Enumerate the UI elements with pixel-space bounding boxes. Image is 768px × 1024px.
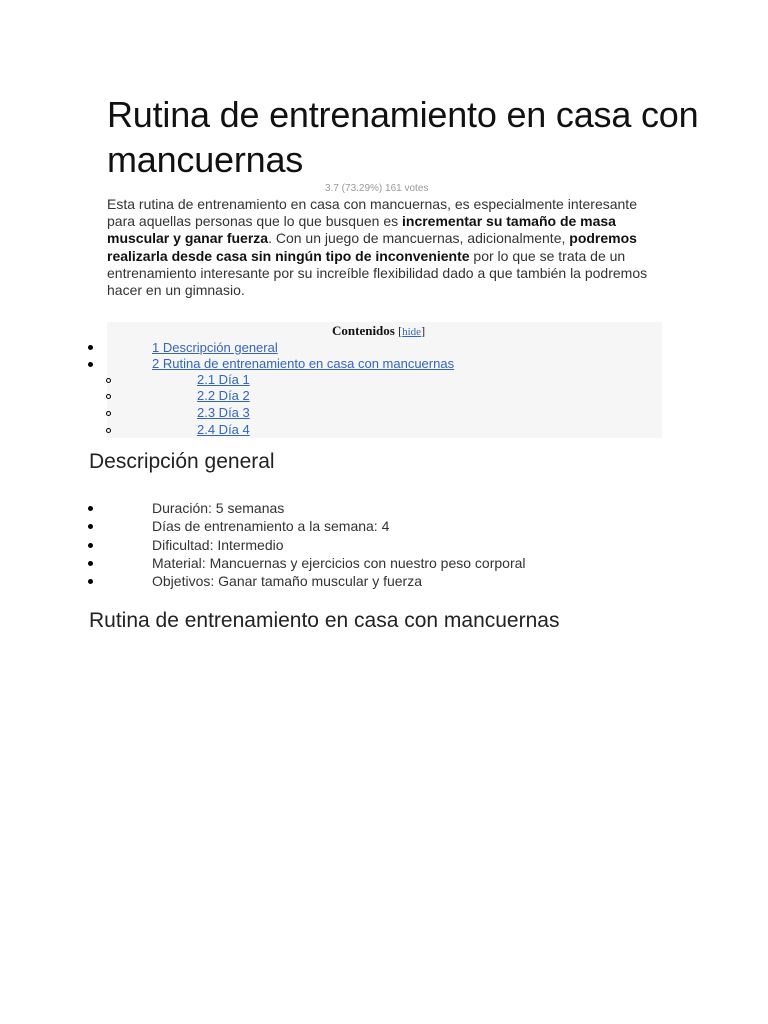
list-bullet-sub <box>106 428 111 433</box>
intro-bold-2: podremos realizarla desde casa sin ningún tipo de inconveniente <box>107 230 637 264</box>
list-bullet-sub <box>106 411 111 416</box>
list-bullet-sub <box>106 378 111 383</box>
toc-item <box>197 404 250 421</box>
page-title: Rutina de entrenamiento en casa con mancuernas <box>107 94 699 180</box>
list-bullet <box>88 524 93 529</box>
toc-link-dia-4[interactable]: 2.4 Día 4 <box>197 422 250 437</box>
toc-link-dia-1[interactable]: 2.1 Día 1 <box>197 372 250 387</box>
toc-item <box>197 371 250 388</box>
list-bullet <box>88 506 93 511</box>
toc-item <box>152 355 454 372</box>
toc-hide-link[interactable]: hide <box>402 326 422 338</box>
intro-bold-1: incrementar su tamaño de masa muscular y ganar fuerza <box>107 213 616 247</box>
toc-link-dia-3[interactable]: 2.3 Día 3 <box>197 405 250 420</box>
toc-item <box>197 421 250 438</box>
toc-bracket-close: ] <box>421 324 426 338</box>
toc-title: Contenidos <box>332 323 395 338</box>
list-bullet <box>88 561 93 566</box>
list-bullet <box>88 543 93 548</box>
detail-difficulty: Dificultad: Intermedio <box>152 537 284 553</box>
list-bullet <box>88 362 93 367</box>
detail-objectives: Objetivos: Ganar tamaño muscular y fuerza <box>152 573 423 589</box>
toc-item <box>152 339 278 356</box>
toc-link-descripcion[interactable]: 1 Descripción general <box>152 340 278 355</box>
detail-duration: Duración: 5 semanas <box>152 500 285 516</box>
toc-link-dia-2[interactable]: 2.2 Día 2 <box>197 388 250 403</box>
rating-votes: 3.7 (73.29%) 161 votes <box>325 183 429 194</box>
toc-heading <box>332 323 425 339</box>
intro-text-3: por lo que se trata de un entrenamiento interesante por su increíble flexibilidad dado a que también la podremos hacer en un gimnasio. <box>107 247 648 299</box>
detail-material: Material: Mancuernas y ejercicios con nuestro peso corporal <box>152 555 526 571</box>
section-heading-descripcion: Descripción general <box>89 450 275 473</box>
intro-text-2: . Con un juego de mancuernas, adicionalmente, <box>268 230 570 247</box>
list-bullet-sub <box>106 394 111 399</box>
detail-training-days: Días de entrenamiento a la semana: 4 <box>152 518 390 534</box>
intro-paragraph <box>107 196 659 299</box>
list-bullet <box>88 345 93 350</box>
toc-item <box>197 387 250 404</box>
section-heading-rutina: Rutina de entrenamiento en casa con mancuernas <box>89 609 560 632</box>
toc-bracket-open: [ <box>398 324 403 338</box>
list-bullet <box>88 579 93 584</box>
toc-link-rutina[interactable]: 2 Rutina de entrenamiento en casa con mancuernas <box>152 356 455 371</box>
intro-text-1: Esta rutina de entrenamiento en casa con mancuernas, es especialmente interesante para aquellas personas que lo que busquen es <box>107 196 637 230</box>
